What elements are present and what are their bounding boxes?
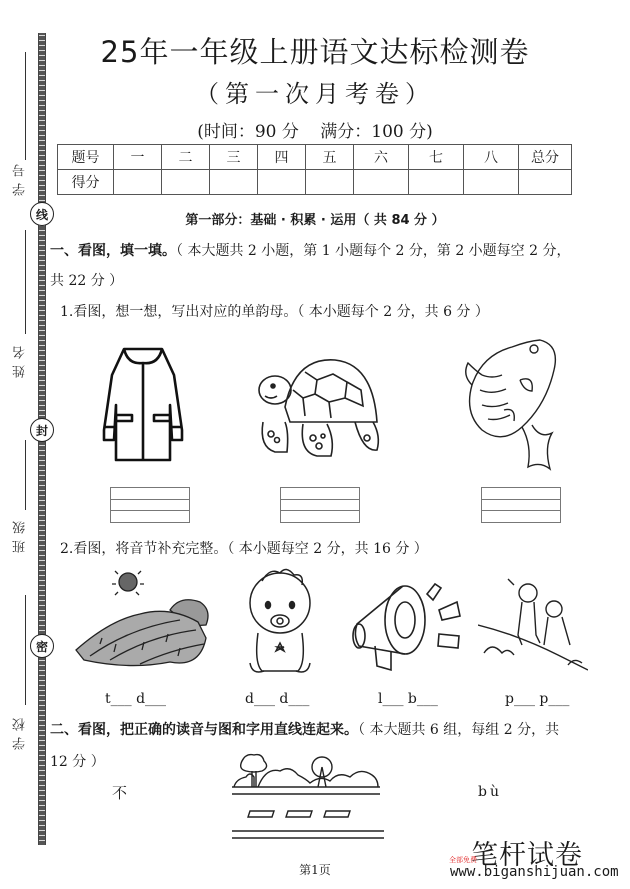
col-4: 四	[258, 145, 306, 170]
section1-title: 一、看图，填一填。	[50, 243, 176, 259]
student-id-label: 学号	[13, 158, 28, 196]
score-cell-6[interactable]	[354, 170, 409, 195]
section2-heading	[50, 719, 559, 739]
page-subtitle: （第一次月考卷）	[195, 80, 435, 108]
seal-mi: 密	[30, 634, 54, 658]
score-cell-5[interactable]	[306, 170, 354, 195]
field-image	[70, 570, 210, 680]
school-line-upper	[25, 595, 26, 705]
col-8: 八	[464, 145, 519, 170]
name-label: 姓名	[13, 340, 28, 378]
score-cell-4[interactable]	[258, 170, 306, 195]
fish-image	[462, 335, 562, 475]
q1-prompt: 1.看图，想一想，写出对应的单韵母。（ 本小题每个 2 分，共 6 分 ）	[60, 304, 489, 320]
part1-heading: 第一部分：基础 · 积累 · 运用（ 共 84 分 ）	[185, 213, 445, 228]
time-limit: (时间：90 分	[197, 122, 299, 142]
baby-image	[240, 563, 320, 678]
score-cell-8[interactable]	[464, 170, 519, 195]
megaphone-image	[345, 580, 465, 675]
name-line	[25, 230, 26, 334]
section1-heading	[50, 240, 571, 260]
watermark-title: 笔杆试卷	[471, 840, 583, 871]
road-image	[232, 753, 392, 848]
seal-xian: 线	[30, 202, 54, 226]
score-table-score-row	[58, 170, 572, 195]
class-label: 班级	[13, 515, 28, 553]
syllable-baby[interactable]: d___ d___	[245, 691, 310, 707]
col-7: 七	[409, 145, 464, 170]
turtle-image	[255, 352, 385, 462]
score-cell-total[interactable]	[519, 170, 572, 195]
row-label-score: 得分	[58, 170, 114, 195]
col-2: 二	[162, 145, 210, 170]
col-6: 六	[354, 145, 409, 170]
section2-title: 二、看图，把正确的读音与图和字用直线连起来。	[50, 722, 358, 738]
section2-desc-cont: 12 分 ）	[50, 754, 105, 770]
syllable-field[interactable]: t___ d___	[105, 691, 167, 707]
section2-desc: （ 本大题共 6 组，每组 2 分，共	[358, 722, 560, 738]
col-5: 五	[306, 145, 354, 170]
answer-box-coat[interactable]	[110, 487, 190, 523]
answer-box-fish[interactable]	[481, 487, 561, 523]
col-total: 总分	[519, 145, 572, 170]
climbing-image	[478, 575, 588, 675]
score-cell-7[interactable]	[409, 170, 464, 195]
full-score: 满分：100 分)	[320, 122, 433, 142]
match-char[interactable]: 不	[112, 784, 128, 802]
answer-box-turtle[interactable]	[280, 487, 360, 523]
q2-prompt: 2.看图，将音节补充完整。（ 本小题每空 2 分，共 16 分 ）	[60, 541, 428, 557]
school-label: 学校	[13, 712, 28, 750]
score-table-header-row	[58, 145, 572, 170]
page-number: 第1页	[299, 863, 331, 877]
class-line	[25, 440, 26, 510]
watermark-url: www.biganshijuan.com	[450, 864, 619, 880]
col-3: 三	[210, 145, 258, 170]
watermark-free-tag: 全部免费	[449, 856, 477, 864]
score-table	[57, 144, 572, 195]
col-1: 一	[114, 145, 162, 170]
coat-image	[98, 345, 188, 465]
syllable-megaphone[interactable]: l___ b___	[378, 691, 438, 707]
row-label-question: 题号	[58, 145, 114, 170]
match-pinyin[interactable]: bù	[478, 784, 502, 800]
score-cell-3[interactable]	[210, 170, 258, 195]
seal-feng: 封	[30, 418, 54, 442]
exam-meta	[0, 117, 630, 142]
score-cell-1[interactable]	[114, 170, 162, 195]
score-cell-2[interactable]	[162, 170, 210, 195]
section1-desc: （ 本大题共 2 小题，第 1 小题每个 2 分，第 2 小题每空 2 分，	[176, 243, 571, 259]
section1-desc-cont: 共 22 分 ）	[50, 273, 124, 289]
page-title: 25年一年级上册语文达标检测卷	[100, 35, 530, 69]
syllable-climbing[interactable]: p___ p___	[505, 691, 570, 707]
